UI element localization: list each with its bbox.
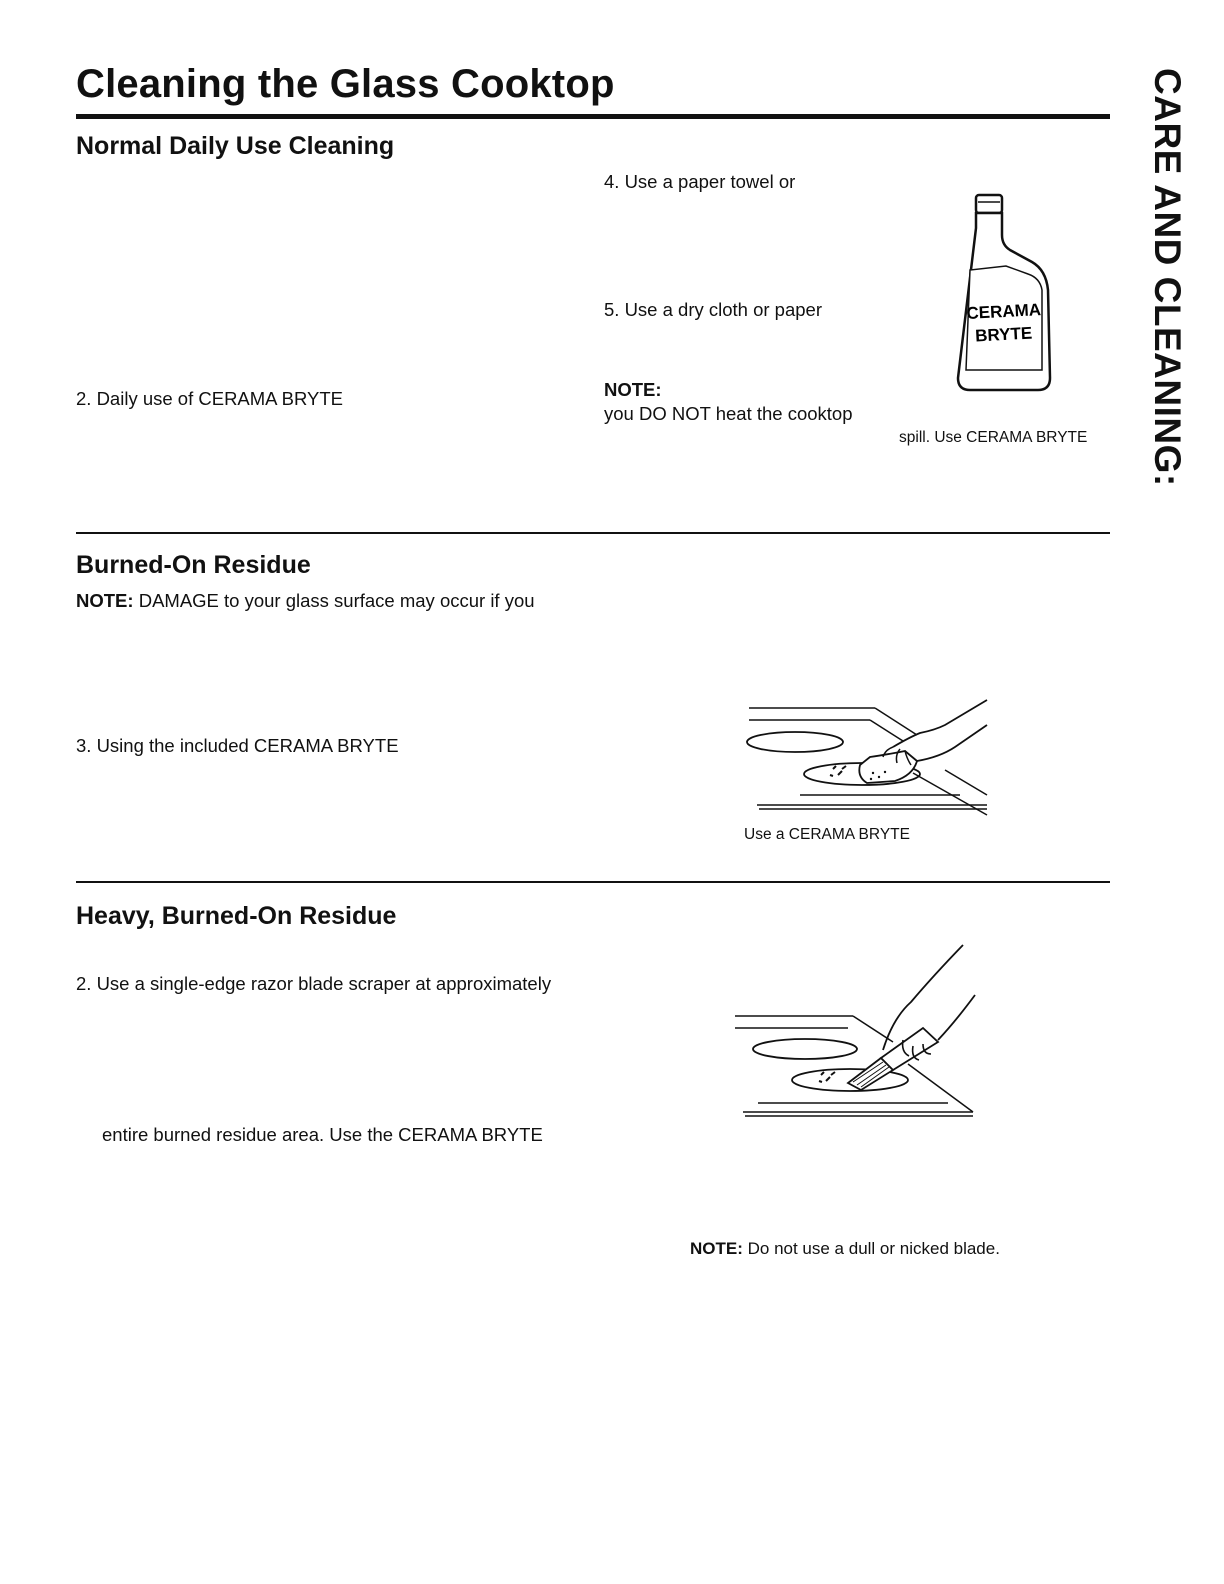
burned-on-heading: Burned-On Residue bbox=[76, 551, 311, 579]
heavy-note-label: NOTE: bbox=[690, 1239, 743, 1258]
heavy-note bbox=[690, 1237, 1000, 1261]
heavy-note-text: Do not use a dull or nicked blade. bbox=[742, 1239, 1000, 1258]
razor-scraper-illustration bbox=[733, 940, 983, 1125]
heavy-step-2: 2. Use a single-edge razor blade scraper at approximately bbox=[76, 973, 552, 994]
sidebar-label: CARE AND CLEANING: bbox=[1147, 68, 1188, 487]
section-divider-1 bbox=[76, 532, 1110, 534]
normal-daily-note-label: NOTE: bbox=[604, 379, 662, 400]
bottle-label-line-2: BRYTE bbox=[974, 323, 1033, 346]
bottle-label-line-1: CERAMA bbox=[965, 300, 1042, 323]
section-sidebar bbox=[1147, 68, 1190, 508]
title-divider bbox=[76, 114, 1110, 119]
normal-daily-heading: Normal Daily Use Cleaning bbox=[76, 132, 395, 160]
normal-daily-note-text: you DO NOT heat the cooktop bbox=[604, 403, 853, 424]
bottle-caption: spill. Use CERAMA BRYTE bbox=[899, 429, 1088, 446]
normal-daily-step-5: 5. Use a dry cloth or paper bbox=[604, 299, 822, 320]
section-divider-2 bbox=[76, 881, 1110, 883]
pad-figure-caption: Use a CERAMA BRYTE bbox=[744, 826, 910, 843]
cooktop-pad-cleaning-illustration bbox=[745, 695, 995, 815]
burned-on-note bbox=[76, 589, 535, 613]
burned-on-note-text: DAMAGE to your glass surface may occur if you bbox=[133, 590, 535, 611]
cleaner-bottle-illustration bbox=[950, 190, 1060, 400]
page-title: Cleaning the Glass Cooktop bbox=[76, 62, 615, 106]
burned-on-note-label: NOTE: bbox=[76, 590, 134, 611]
burned-on-step-3: 3. Using the included CERAMA BRYTE bbox=[76, 735, 399, 756]
normal-daily-step-2: 2. Daily use of CERAMA BRYTE bbox=[76, 388, 343, 409]
normal-daily-step-4: 4. Use a paper towel or bbox=[604, 171, 796, 192]
heavy-step-2-continued: entire burned residue area. Use the CERAMA BRYTE bbox=[102, 1124, 543, 1145]
heavy-burned-on-heading: Heavy, Burned-On Residue bbox=[76, 902, 397, 930]
